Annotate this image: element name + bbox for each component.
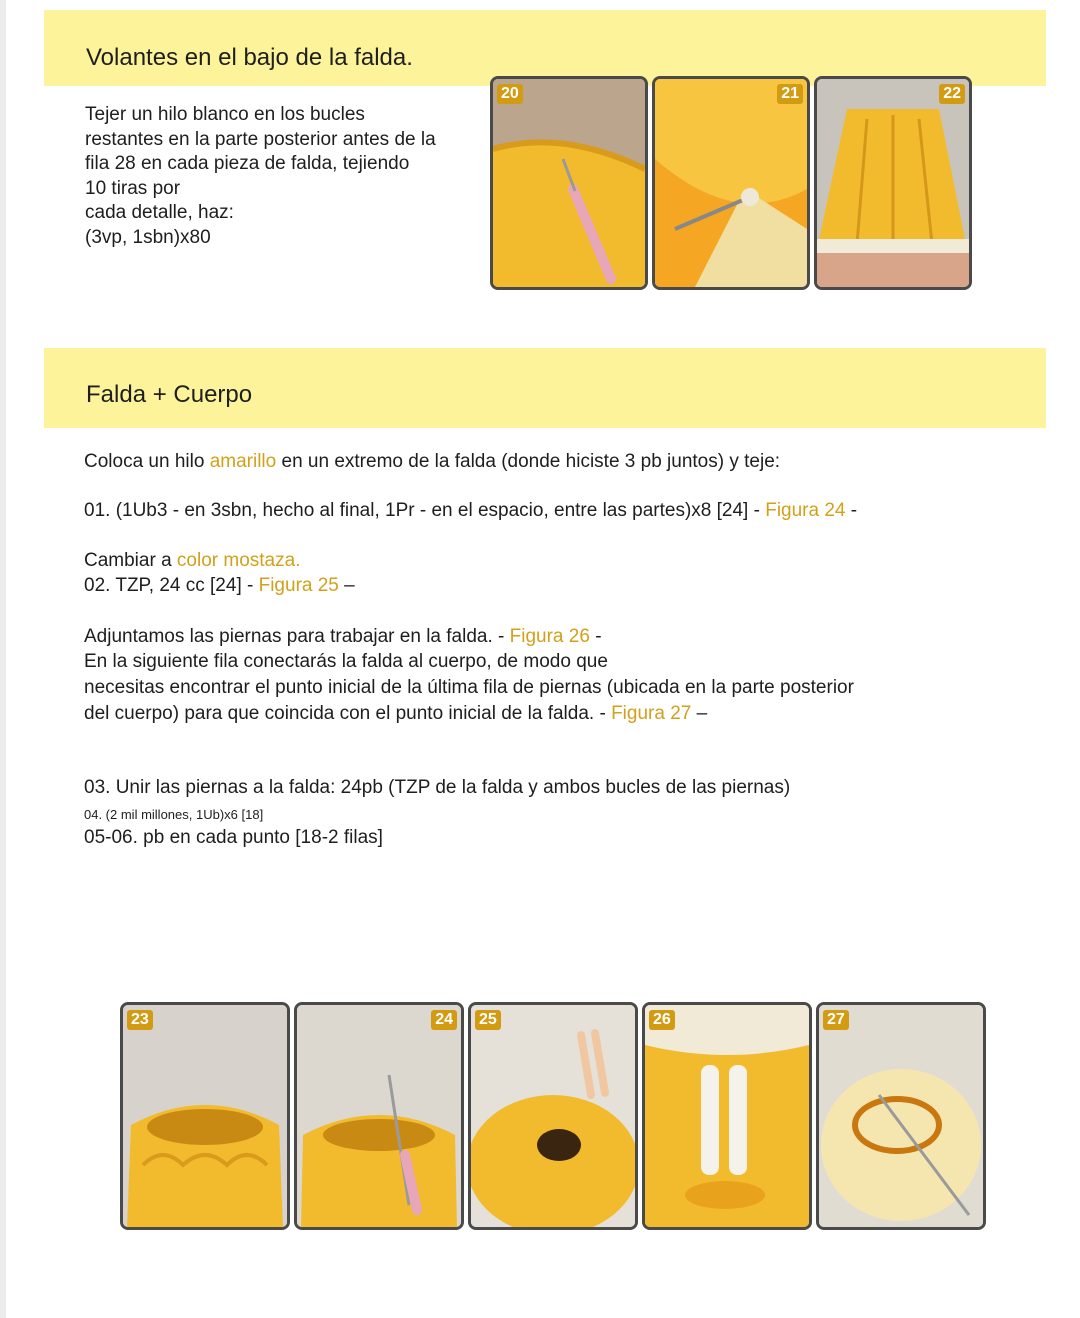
attach-legs-line bbox=[84, 626, 602, 648]
instruction-line: fila 28 en cada pieza de falda, tejiendo bbox=[85, 153, 410, 175]
step-01 bbox=[84, 500, 857, 522]
paragraph-line: En la siguiente fila conectarás la falda al cuerpo, de modo que bbox=[84, 651, 608, 672]
text: - bbox=[589, 626, 602, 647]
figure-25 bbox=[468, 1002, 638, 1230]
color-highlight: color mostaza. bbox=[176, 550, 301, 571]
paragraph-line: necesitas encontrar el punto inicial de la última fila de piernas (ubicada en la parte posterior bbox=[84, 677, 854, 698]
ruffles-instructions bbox=[85, 103, 475, 251]
instruction-line: restantes en la parte posterior antes de la bbox=[85, 128, 436, 150]
figure-strip-20-22 bbox=[490, 76, 972, 290]
figure-number-badge: 22 bbox=[939, 84, 965, 104]
figure-number-badge: 20 bbox=[497, 84, 523, 104]
figure-number-badge: 25 bbox=[475, 1010, 501, 1030]
text: del cuerpo) para que coincida con el punto inicial de la falda. - bbox=[84, 703, 612, 724]
text: – bbox=[691, 703, 708, 724]
figure-number-badge: 27 bbox=[823, 1010, 849, 1030]
crochet-photo-22 bbox=[817, 79, 969, 287]
text: 01. (1Ub3 - en 3sbn, hecho al final, 1Pr - en el espacio, entre las partes)x8 [24] - bbox=[84, 500, 766, 521]
crochet-photo-24 bbox=[297, 1005, 461, 1227]
crochet-photo-23 bbox=[123, 1005, 287, 1227]
color-change-line bbox=[84, 550, 300, 572]
crochet-photo-25 bbox=[471, 1005, 635, 1227]
figure-27 bbox=[816, 1002, 986, 1230]
figure-number-badge: 24 bbox=[431, 1010, 457, 1030]
step-02 bbox=[84, 575, 355, 597]
paragraph-line bbox=[84, 703, 707, 725]
text: Coloca un hilo bbox=[84, 451, 210, 472]
figure-reference: Figura 27 bbox=[611, 703, 692, 724]
figure-number-badge: 26 bbox=[649, 1010, 675, 1030]
figure-26 bbox=[642, 1002, 812, 1230]
section-title-skirt-body: Falda + Cuerpo bbox=[86, 381, 253, 408]
step-05-06: 05-06. pb en cada punto [18-2 filas] bbox=[84, 827, 383, 848]
crochet-photo-26 bbox=[645, 1005, 809, 1227]
section-title-ruffles: Volantes en el bajo de la falda. bbox=[86, 44, 413, 71]
figure-21 bbox=[652, 76, 810, 290]
instruction-line: 10 tiras por bbox=[85, 177, 181, 199]
figure-number-badge: 21 bbox=[777, 84, 803, 104]
figure-23 bbox=[120, 1002, 290, 1230]
figure-reference: Figura 24 bbox=[765, 500, 846, 521]
page-edge bbox=[0, 0, 6, 1318]
text: Cambiar a bbox=[84, 550, 177, 571]
intro-line bbox=[84, 451, 780, 473]
figure-reference: Figura 25 bbox=[258, 575, 339, 596]
crochet-photo-27 bbox=[819, 1005, 983, 1227]
figure-reference: Figura 26 bbox=[509, 626, 590, 647]
figure-number-badge: 23 bbox=[127, 1010, 153, 1030]
text: en un extremo de la falda (donde hiciste 3 pb juntos) y teje: bbox=[276, 451, 781, 472]
instruction-line: Tejer un hilo blanco en los bucles bbox=[85, 104, 365, 125]
text: - bbox=[845, 500, 858, 521]
text: 02. TZP, 24 cc [24] - bbox=[84, 575, 259, 596]
crochet-photo-20 bbox=[493, 79, 645, 287]
figure-strip-23-27 bbox=[120, 1002, 986, 1230]
instruction-line: cada detalle, haz: bbox=[85, 202, 234, 224]
color-highlight: amarillo bbox=[209, 451, 277, 472]
step-04: 04. (2 mil millones, 1Ub)x6 [18] bbox=[84, 807, 264, 822]
figure-20 bbox=[490, 76, 648, 290]
crochet-photo-21 bbox=[655, 79, 807, 287]
instruction-line: (3vp, 1sbn)x80 bbox=[85, 226, 211, 248]
figure-22 bbox=[814, 76, 972, 290]
figure-24 bbox=[294, 1002, 464, 1230]
step-03: 03. Unir las piernas a la falda: 24pb (TZP de la falda y ambos bucles de las piernas) bbox=[84, 777, 791, 798]
text: – bbox=[338, 575, 355, 596]
text: Adjuntamos las piernas para trabajar en la falda. - bbox=[84, 626, 510, 647]
